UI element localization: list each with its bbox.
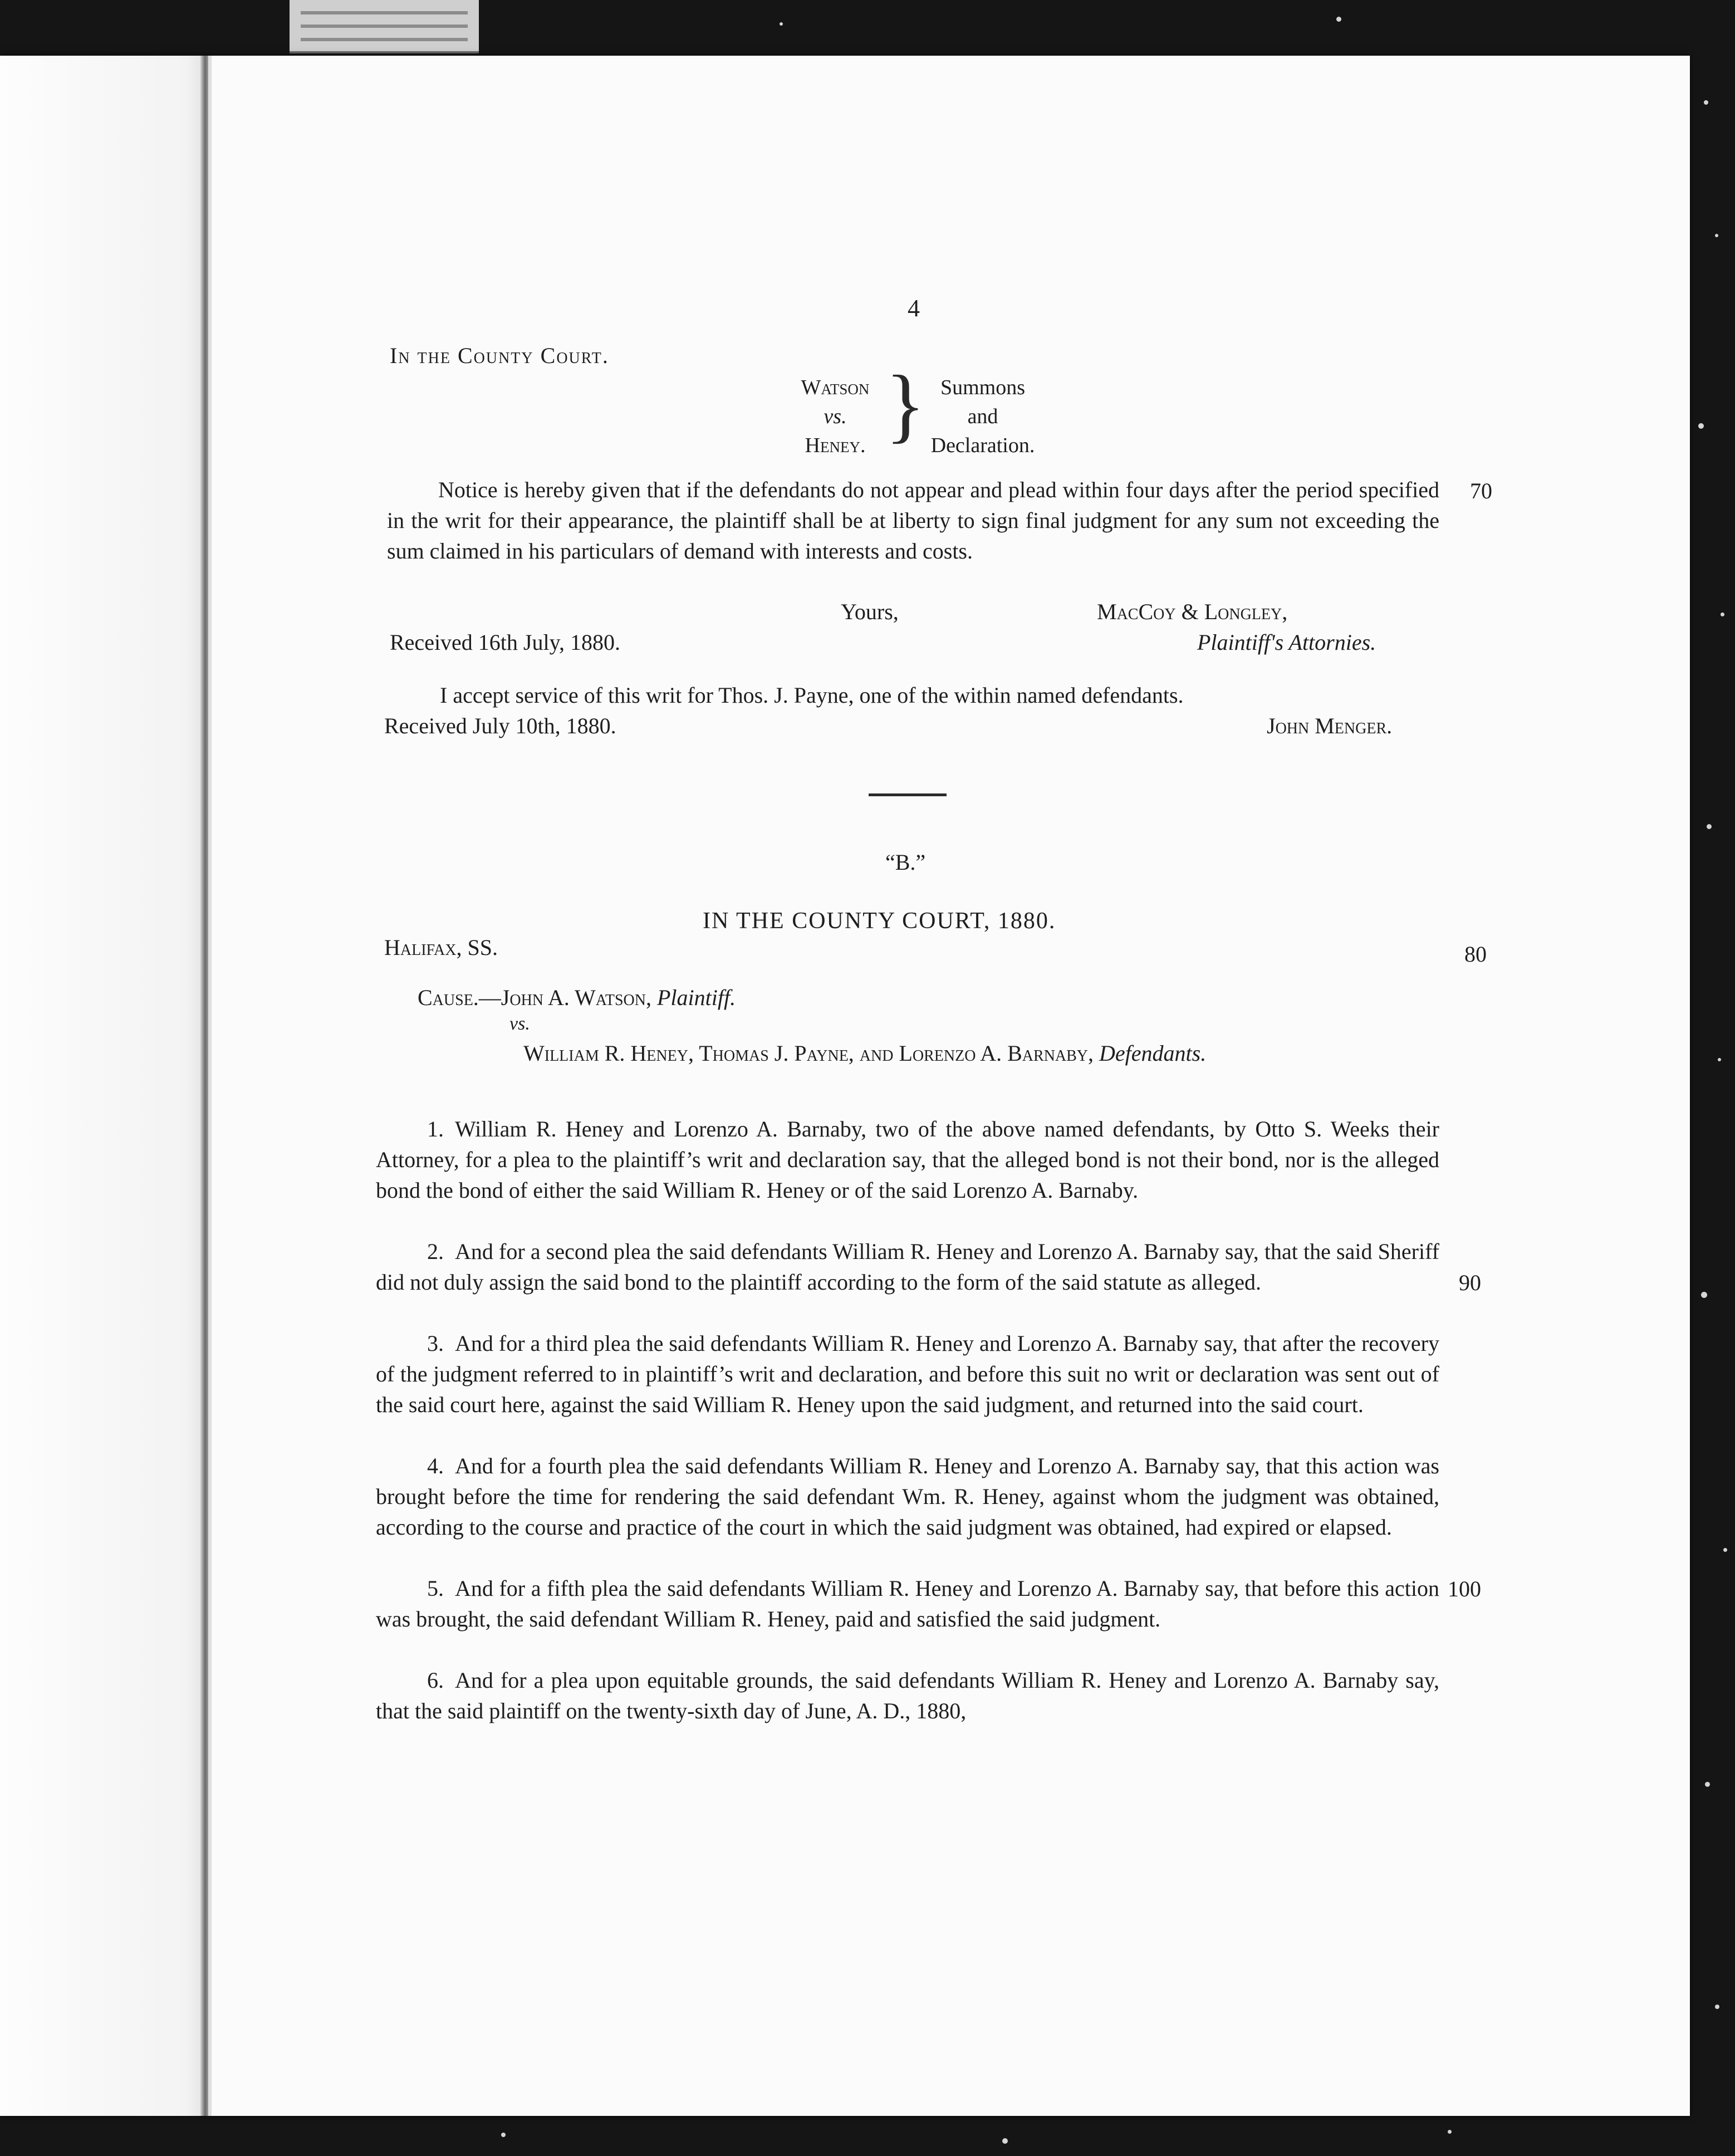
service-acceptance: I accept service of this writ for Thos. J. Payne, one of the within named defendants. (440, 683, 1184, 708)
dust-speck (1705, 1782, 1710, 1787)
line-number-70: 70 (1470, 478, 1492, 503)
document-page (0, 56, 1690, 2116)
dust-speck (501, 2133, 506, 2137)
gutter-shadow (200, 56, 208, 2116)
cause-prefix: Cause.—John A. Watson, (418, 985, 651, 1010)
plea-3 (376, 1328, 1439, 1420)
dust-speck (1707, 824, 1712, 829)
caption-party-2: Heney. (805, 434, 866, 457)
dust-speck (1721, 612, 1724, 616)
plea-2 (376, 1236, 1439, 1297)
notice-text: Notice is hereby given that if the defendants do not appear and plead within four days after the period specified in the writ for their appearance, the plaintiff shall be at liberty to sign final judgment for any sum not exceeding the sum claimed in his particulars of demand with interests and costs. (387, 477, 1439, 564)
venue: Halifax, SS. (384, 935, 498, 960)
signer-name: John Menger. (1267, 713, 1393, 738)
plea-4 (376, 1451, 1439, 1542)
exhibit-title: IN THE COUNTY COURT, 1880. (703, 908, 1056, 934)
plea-4-text: 4. And for a fourth plea the said defendants William R. Heney and Lorenzo A. Barnaby say, that this action was brought before the time for rendering the said defendant Wm. R. Heney, against whom the judgment was obtained, according to the course and practice of the court in which the said judgment was obtained, had expired or elapsed. (376, 1453, 1439, 1540)
court-heading: In the County Court. (390, 343, 609, 368)
dust-speck (1002, 2138, 1008, 2144)
cause-versus: vs. (509, 1013, 530, 1034)
plea-5 (376, 1573, 1439, 1634)
received-date-1: Received 16th July, 1880. (390, 630, 621, 655)
cause-line (418, 984, 736, 1011)
exhibit-label: “B.” (885, 850, 926, 875)
section-divider (869, 793, 947, 796)
attorneys-name: MacCoy & Longley, (1097, 599, 1288, 624)
caption-party-1: Watson (801, 376, 870, 399)
line-number-80: 80 (1464, 942, 1487, 967)
closing: Yours, (841, 599, 899, 624)
attorneys-title: Plaintiff's Attornies. (1197, 630, 1376, 655)
dust-speck (1701, 1292, 1707, 1298)
cause-defendants-role: Defendants. (1099, 1041, 1207, 1066)
caption-doc-type-line-1: Summons (940, 376, 1026, 399)
case-caption-doc-type (919, 373, 1047, 460)
page-number: 4 (908, 295, 920, 322)
notice-paragraph (387, 474, 1439, 566)
caption-versus: vs. (824, 405, 847, 428)
dust-speck (1715, 234, 1718, 237)
cause-defendants-line (523, 1040, 1206, 1066)
plea-1 (376, 1114, 1439, 1206)
plea-6-text: 6. And for a plea upon equitable grounds, the said defendants William R. Heney and Lorenzo A. Barnaby say, that the said plaintiff on the twenty-sixth day of June, A. D., 1880, (376, 1668, 1439, 1723)
plea-6 (376, 1665, 1439, 1726)
dust-speck (1718, 1058, 1721, 1061)
plea-2-text: 2. And for a second plea the said defendants William R. Heney and Lorenzo A. Barnaby say, that the said Sheriff did not duly assign the said bond to the plaintiff according to the form of the said statute as alleged. (376, 1239, 1439, 1295)
plea-5-text: 5. And for a fifth plea the said defendants William R. Heney and Lorenzo A. Barnaby say, that before this action was brought, the said defendant William R. Heney, paid and satisfied the said judgment. (376, 1576, 1439, 1631)
dust-speck (1704, 100, 1708, 105)
binding-label-strip (290, 0, 479, 53)
caption-doc-type-line-2: and (967, 405, 998, 428)
line-number-90: 90 (1459, 1270, 1481, 1295)
dust-speck (1698, 423, 1704, 429)
dust-speck (780, 22, 783, 26)
line-number-100: 100 (1448, 1576, 1481, 1601)
caption-brace: } (885, 359, 925, 451)
dust-speck (1448, 2130, 1452, 2134)
plea-1-text: 1. William R. Heney and Lorenzo A. Barnaby, two of the above named defendants, by Otto S. Weeks their Attorney, for a plea to the plaintiff’s writ and declaration say, that the alleged bond is not their bond, nor is the alleged bond the bond of either the said William R. Heney or of the said Lorenzo A. Barnaby. (376, 1116, 1439, 1203)
cause-plaintiff-role: Plaintiff. (656, 985, 736, 1010)
page-gutter (0, 56, 212, 2116)
plea-3-text: 3. And for a third plea the said defendants William R. Heney and Lorenzo A. Barnaby say, that after the recovery of the judgment referred to in plaintiff’s writ and declaration, and before this suit no writ or declaration was sent out of the said court here, against the said William R. Heney upon the said judgment, and returned into the said court. (376, 1331, 1439, 1417)
received-date-2: Received July 10th, 1880. (384, 713, 616, 738)
dust-speck (1723, 1548, 1727, 1552)
caption-doc-type-line-3: Declaration. (930, 434, 1035, 457)
case-caption-parties (780, 373, 891, 460)
dust-speck (1715, 2005, 1719, 2009)
cause-defendants: William R. Heney, Thomas J. Payne, and Lorenzo A. Barnaby, (523, 1041, 1094, 1066)
dust-speck (1336, 17, 1341, 22)
